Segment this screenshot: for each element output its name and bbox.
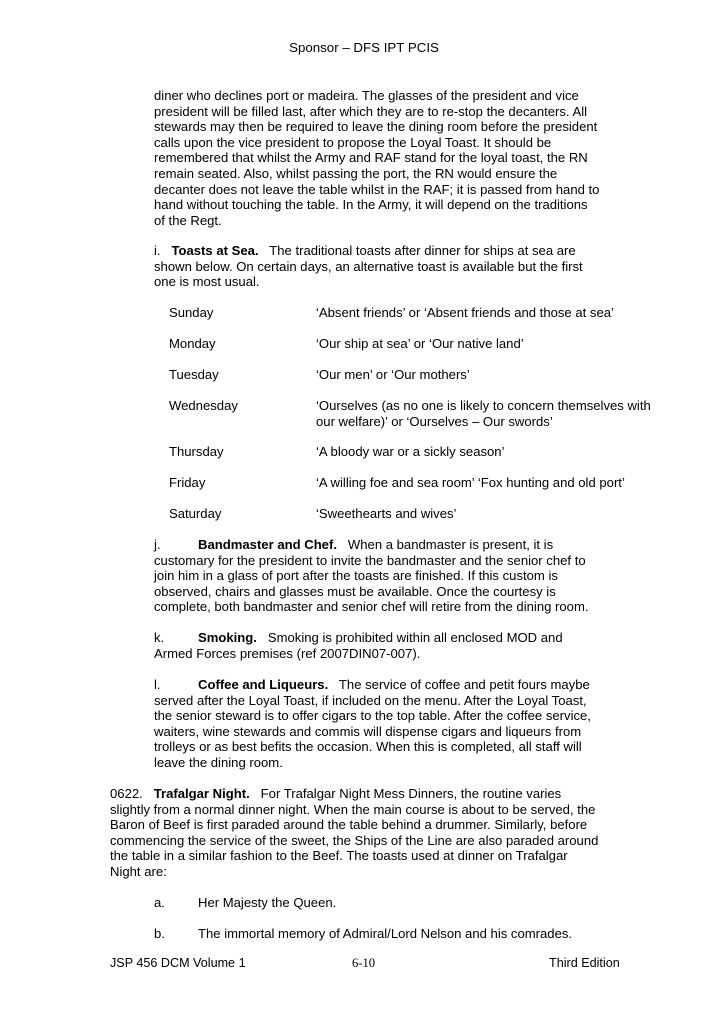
trafalgar-toast-b bbox=[154, 926, 572, 942]
intro-line: decanter does not leave the table whilst in the RAF; it is passed from hand to bbox=[154, 181, 600, 197]
intro-line: president will be filled last, after which they are to re-stop the decanters. All bbox=[154, 103, 588, 119]
footer-doc-ref: JSP 456 DCM Volume 1 bbox=[110, 956, 246, 970]
item-j-bandmaster bbox=[154, 537, 634, 615]
para-0622-trafalgar bbox=[110, 786, 630, 880]
item-title: Smoking. bbox=[198, 630, 257, 645]
toast-day: Tuesday bbox=[169, 367, 219, 382]
item-k-smoking bbox=[154, 630, 634, 661]
para-line: commencing the service of the sweet, the Ships of the Line are also paraded around bbox=[110, 832, 599, 848]
toast-text: ‘Our ship at sea’ or ‘Our native land’ bbox=[316, 336, 524, 351]
toast-text: ‘A bloody war or a sickly season’ bbox=[316, 444, 505, 459]
item-letter: j. bbox=[154, 537, 161, 552]
intro-line: stewards may then be required to leave the dining room before the president bbox=[154, 119, 598, 135]
item-line: trolleys or as best befits the occasion. When this is completed, all staff will bbox=[154, 739, 582, 755]
item-i-toasts-at-sea bbox=[154, 243, 634, 290]
footer-page-number: 6-10 bbox=[352, 956, 376, 970]
item-text: Her Majesty the Queen. bbox=[198, 895, 337, 910]
page-header: Sponsor – DFS IPT PCIS bbox=[289, 40, 439, 55]
item-line: join him in a glass of port after the toasts are finished. If this custom is bbox=[154, 568, 558, 584]
footer-edition: Third Edition bbox=[549, 956, 620, 970]
toast-day: Friday bbox=[169, 475, 206, 490]
toast-text: ‘Sweethearts and wives’ bbox=[316, 506, 457, 521]
item-title: Bandmaster and Chef. bbox=[198, 537, 337, 552]
item-text: The traditional toasts after dinner for ships at sea are bbox=[269, 243, 576, 258]
toast-day: Thursday bbox=[169, 444, 224, 459]
intro-line: calls upon the vice president to propose the Loyal Toast. It should be bbox=[154, 134, 552, 150]
toast-day: Saturday bbox=[169, 506, 222, 521]
item-letter: l. bbox=[154, 677, 161, 692]
para-line: slightly from a normal dinner night. When the main course is about to be served, the bbox=[110, 801, 596, 817]
item-line: leave the dining room. bbox=[154, 754, 283, 770]
item-line: shown below. On certain days, an alternative toast is available but the first bbox=[154, 258, 583, 274]
para-number: 0622. bbox=[110, 786, 143, 801]
toast-text: ‘Ourselves (as no one is likely to concern themselves with our welfare)’ or ‘Ourselves – Our swords’ bbox=[316, 398, 651, 429]
item-title: Coffee and Liqueurs. bbox=[198, 677, 329, 692]
item-letter: b. bbox=[154, 926, 165, 941]
toast-text: ‘Our men’ or ‘Our mothers’ bbox=[316, 367, 470, 382]
item-text: When a bandmaster is present, it is bbox=[347, 537, 554, 552]
item-line: waiters, wine stewards and commis will dispense cigars and liqueurs from bbox=[154, 723, 582, 739]
item-l-first-line bbox=[154, 677, 634, 693]
item-k-first-line bbox=[154, 630, 634, 646]
item-line: observed, chairs and glasses must be available. Once the courtesy is bbox=[154, 583, 556, 599]
para-first-line bbox=[110, 786, 630, 802]
toast-day: Wednesday bbox=[169, 398, 238, 413]
item-line: one is most usual. bbox=[154, 274, 260, 290]
item-line: the senior steward is to offer cigars to the top table. After the coffee service, bbox=[154, 708, 591, 724]
intro-paragraph bbox=[154, 88, 634, 228]
para-line: the table in a similar fashion to the Beef. The toasts used at dinner on Trafalgar bbox=[110, 848, 568, 864]
item-text: The service of coffee and petit fours maybe bbox=[338, 677, 590, 692]
item-letter: k. bbox=[154, 630, 165, 645]
trafalgar-toast-a bbox=[154, 895, 336, 911]
item-line: complete, both bandmaster and senior chef will retire from the dining room. bbox=[154, 599, 589, 615]
item-i-first-line bbox=[154, 243, 634, 259]
toast-day: Sunday bbox=[169, 305, 214, 320]
para-text: For Trafalgar Night Mess Dinners, the routine varies bbox=[260, 786, 562, 801]
intro-line: of the Regt. bbox=[154, 212, 222, 228]
item-line: Armed Forces premises (ref 2007DIN07-007). bbox=[154, 645, 421, 661]
para-line: Night are: bbox=[110, 863, 167, 879]
toast-day: Monday bbox=[169, 336, 216, 351]
toast-text: ‘A willing foe and sea room’ ‘Fox hunting and old port’ bbox=[316, 475, 625, 490]
item-j-first-line bbox=[154, 537, 634, 553]
item-text: Smoking is prohibited within all enclosed MOD and bbox=[267, 630, 563, 645]
item-line: customary for the president to invite the bandmaster and the senior chef to bbox=[154, 552, 586, 568]
intro-line: diner who declines port or madeira. The glasses of the president and vice bbox=[154, 88, 579, 103]
item-title: Toasts at Sea. bbox=[171, 243, 259, 258]
para-line: Baron of Beef is first paraded around the table behind a drummer. Similarly, before bbox=[110, 817, 588, 833]
toast-text: ‘Absent friends’ or ‘Absent friends and those at sea’ bbox=[316, 305, 614, 320]
item-text: The immortal memory of Admiral/Lord Nelson and his comrades. bbox=[198, 926, 573, 941]
intro-line: remembered that whilst the Army and RAF stand for the loyal toast, the RN bbox=[154, 150, 588, 166]
intro-line: remain seated. Also, whilst passing the port, the RN would ensure the bbox=[154, 165, 558, 181]
item-letter: i. bbox=[154, 243, 161, 258]
item-line: served after the Loyal Toast, if included on the menu. After the Loyal Toast, bbox=[154, 692, 587, 708]
para-title: Trafalgar Night. bbox=[153, 786, 250, 801]
item-l-coffee bbox=[154, 677, 634, 771]
item-letter: a. bbox=[154, 895, 165, 910]
intro-line: hand without touching the table. In the Army, it will depend on the traditions bbox=[154, 197, 588, 213]
